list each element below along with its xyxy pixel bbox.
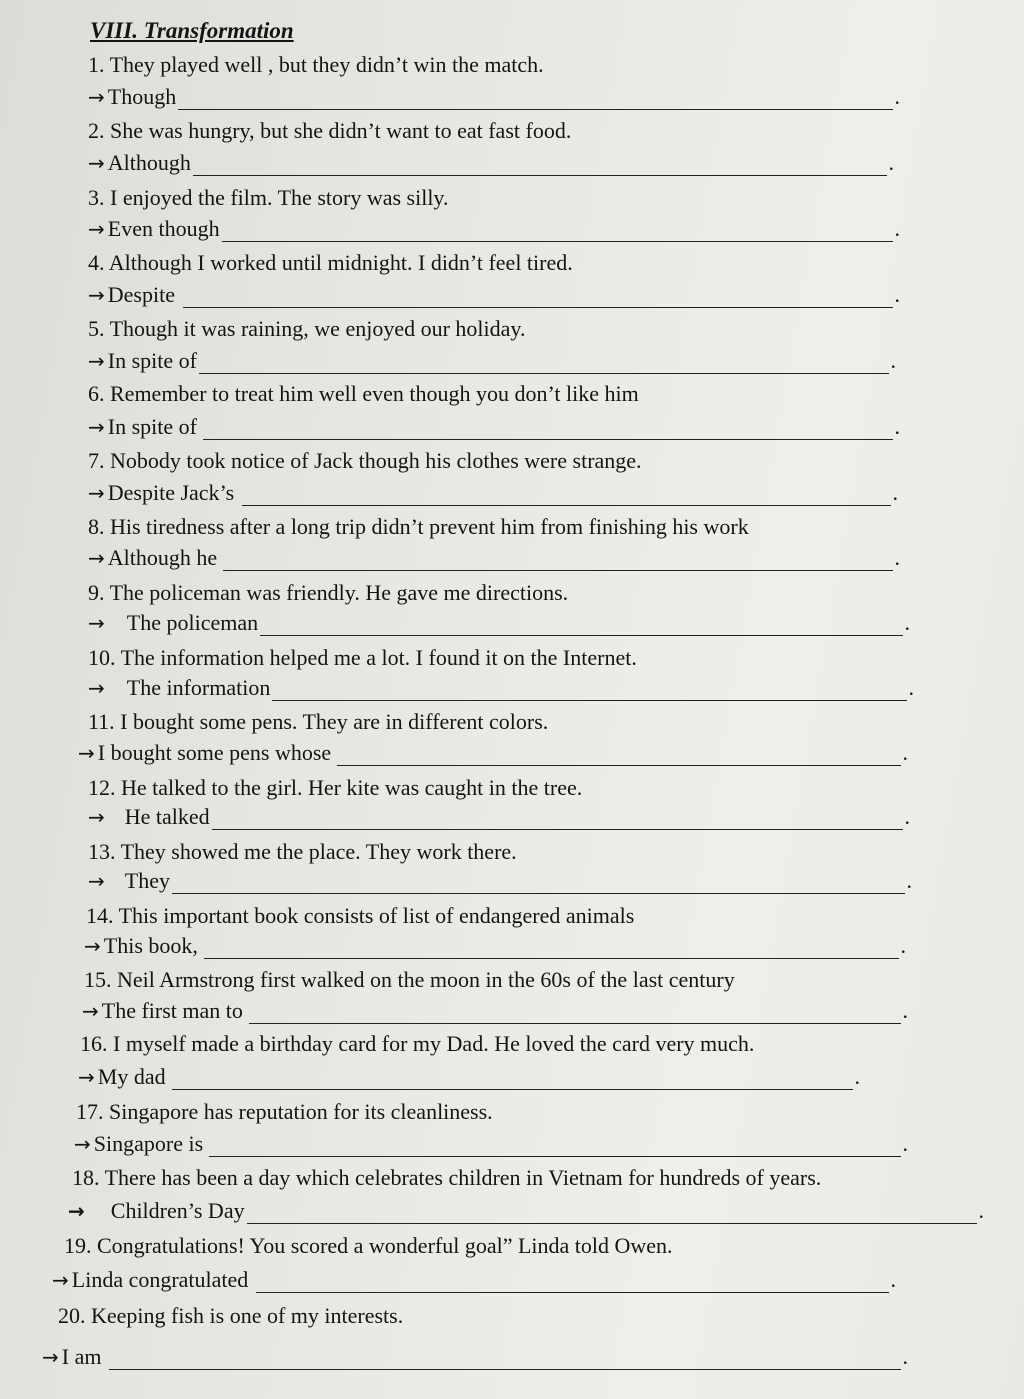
answer-prompt-6: In spite of [107,414,197,439]
answer-prompt-10: The information [126,675,271,700]
blank-12[interactable] [212,811,903,830]
question-16: 16. I myself made a birthday card for my Dad. He loved the card very much. [80,1031,755,1056]
answer-prompt-15: The first man to [101,998,243,1023]
answer-line-16[interactable]: → My dad . [78,1064,860,1089]
arrow-icon: → [78,1065,95,1089]
arrow-icon: → [88,676,105,700]
arrow-icon: → [88,415,105,439]
blank-18[interactable] [247,1205,977,1224]
blank-16[interactable] [172,1071,853,1090]
answer-line-17[interactable]: → Singapore is . [74,1131,908,1156]
blank-13[interactable] [172,875,905,894]
question-1: 1. They played well , but they didn’t win the match. [88,52,544,77]
question-19: 19. Congratulations! You scored a wonderful goal” Linda told Owen. [64,1233,673,1258]
question-13: 13. They showed me the place. They work there. [88,839,517,864]
arrow-icon: → [42,1345,59,1369]
question-2: 2. She was hungry, but she didn’t want to eat fast food. [88,118,572,143]
answer-prompt-18: Children’s Day [110,1198,245,1223]
blank-3[interactable] [222,223,893,242]
question-17: 17. Singapore has reputation for its cleanliness. [76,1099,493,1124]
arrow-icon: → [78,741,95,765]
blank-11[interactable] [337,747,900,766]
answer-prompt-4: Despite [107,282,175,307]
answer-line-10[interactable]: → The information . [88,675,914,700]
answer-line-7[interactable]: → Despite Jack’s . [88,480,898,505]
arrow-icon: → [88,283,105,307]
question-7: 7. Nobody took notice of Jack though his clothes were strange. [88,448,642,473]
answer-prompt-16: My dad [97,1064,166,1089]
answer-prompt-8: Although he [107,545,218,570]
answer-line-14[interactable]: → This book, . [84,933,906,958]
answer-prompt-7: Despite Jack’s [107,480,235,505]
answer-prompt-9: The policeman [126,610,259,635]
arrow-icon: → [88,611,105,635]
arrow-icon: → [88,217,105,241]
arrow-icon: → [88,85,105,109]
section-title: VIII. Transformation [90,18,294,43]
arrow-icon: → [88,546,105,570]
answer-line-11[interactable]: → I bought some pens whose . [78,740,908,765]
blank-2[interactable] [193,157,887,176]
answer-line-12[interactable]: → He talked . [88,804,910,829]
answer-line-18[interactable]: → Children’s Day . [68,1198,984,1223]
arrow-icon: → [88,869,105,893]
question-15: 15. Neil Armstrong first walked on the moon in the 60s of the last century [84,967,735,992]
blank-5[interactable] [199,355,889,374]
question-14: 14. This important book consists of list of endangered animals [86,903,635,928]
question-8: 8. His tiredness after a long trip didn’t prevent him from finishing his work [88,514,749,539]
blank-19[interactable] [256,1274,888,1293]
question-10: 10. The information helped me a lot. I found it on the Internet. [88,645,637,670]
answer-line-6[interactable]: → In spite of . [88,414,900,439]
arrow-icon: → [88,805,105,829]
answer-prompt-17: Singapore is [93,1131,204,1156]
answer-prompt-1: Though [107,84,177,109]
blank-4[interactable] [183,289,893,308]
answer-line-5[interactable]: → In spite of . [88,348,896,373]
blank-1[interactable] [178,91,892,110]
answer-prompt-5: In spite of [107,348,197,373]
blank-20[interactable] [109,1351,900,1370]
answer-prompt-20: I am [61,1344,102,1369]
arrow-icon: → [88,349,105,373]
answer-prompt-19: Linda congratulated [71,1267,249,1292]
answer-line-13[interactable]: → They . [88,868,912,893]
blank-7[interactable] [242,487,890,506]
arrow-icon: → [52,1268,69,1292]
arrow-icon: → [82,999,99,1023]
question-4: 4. Although I worked until midnight. I didn’t feel tired. [88,250,573,275]
answer-line-15[interactable]: → The first man to . [82,998,908,1023]
blank-14[interactable] [204,940,899,959]
arrow-icon: → [74,1132,91,1156]
answer-line-19[interactable]: → Linda congratulated . [52,1267,896,1292]
arrow-icon: → [84,934,101,958]
answer-prompt-2: Although [107,150,191,175]
question-6: 6. Remember to treat him well even though you don’t like him [88,381,639,406]
question-12: 12. He talked to the girl. Her kite was caught in the tree. [88,775,583,800]
answer-line-9[interactable]: → The policeman . [88,610,910,635]
answer-prompt-14: This book, [103,933,198,958]
blank-6[interactable] [203,421,893,440]
arrow-icon: → [88,151,105,175]
blank-10[interactable] [272,682,906,701]
question-5: 5. Though it was raining, we enjoyed our holiday. [88,316,526,341]
answer-line-3[interactable]: → Even though . [88,216,900,241]
answer-prompt-12: He talked [124,804,210,829]
answer-line-8[interactable]: → Although he . [88,545,900,570]
question-9: 9. The policeman was friendly. He gave me directions. [88,580,569,605]
answer-prompt-3: Even though [107,216,220,241]
answer-prompt-11: I bought some pens whose [97,740,332,765]
question-3: 3. I enjoyed the film. The story was silly. [88,185,449,210]
arrow-icon: → [88,481,105,505]
question-11: 11. I bought some pens. They are in different colors. [88,709,549,734]
blank-8[interactable] [223,552,892,571]
answer-line-4[interactable]: → Despite . [88,282,900,307]
blank-15[interactable] [249,1005,901,1024]
answer-prompt-13: They [124,868,170,893]
answer-line-2[interactable]: → Although . [88,150,894,175]
answer-line-20[interactable]: → I am . [42,1344,908,1369]
arrow-icon: → [68,1199,85,1223]
answer-line-1[interactable]: → Though . [88,84,900,109]
blank-17[interactable] [209,1138,900,1157]
question-20: 20. Keeping fish is one of my interests. [58,1303,404,1328]
blank-9[interactable] [260,617,902,636]
question-18: 18. There has been a day which celebrates children in Vietnam for hundreds of years. [72,1165,822,1190]
